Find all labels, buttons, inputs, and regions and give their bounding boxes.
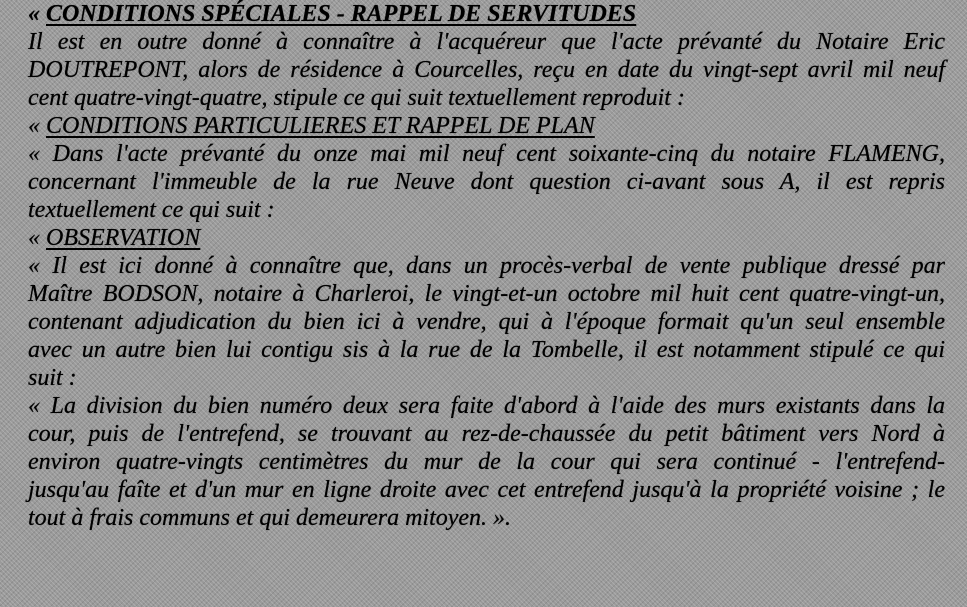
paragraph-line: jusqu'au faîte et d'un mur en ligne droite avec cet entrefend jusqu'à la propriété voisine ; le: [28, 477, 945, 503]
heading-conditions-particulieres: « CONDITIONS PARTICULIERES ET RAPPEL DE PLAN: [28, 113, 595, 139]
paragraph-line: cent quatre-vingt-quatre, stipule ce qui suit textuellement reproduit :: [28, 85, 685, 111]
paragraph-line: DOUTREPONT, alors de résidence à Courcelles, reçu en date du vingt-sept avril mil neuf: [28, 57, 945, 83]
paragraph-line: « Il est ici donné à connaître que, dans un procès-verbal de vente publique dressé par: [28, 253, 945, 279]
paragraph-line: contenant adjudication du bien ici à vendre, qui à l'époque formait qu'un seul ensemble: [28, 309, 945, 335]
paragraph-line: « La division du bien numéro deux sera faite d'abord à l'aide des murs existants dans la: [28, 393, 945, 419]
paragraph-line: suit :: [28, 365, 77, 391]
paragraph-line: textuellement ce qui suit :: [28, 197, 275, 223]
paragraph-line: concernant l'immeuble de la rue Neuve dont question ci-avant sous A, il est repris: [28, 169, 945, 195]
paragraph-line: cour, puis de l'entrefend, se trouvant au rez-de-chaussée du petit bâtiment vers Nord à: [28, 421, 945, 447]
paragraph-line: Il est en outre donné à connaître à l'acquéreur que l'acte prévanté du Notaire Eric: [28, 29, 945, 55]
paragraph-line: Maître BODSON, notaire à Charleroi, le vingt-et-un octobre mil huit cent quatre-vingt-un,: [28, 281, 945, 307]
paragraph-line: tout à frais communs et qui demeurera mitoyen. ».: [28, 505, 512, 531]
paragraph-line: avec un autre bien lui contigu sis à la rue de la Tombelle, il est notamment stipulé ce qui: [28, 337, 945, 363]
paragraph-line: « Dans l'acte prévanté du onze mai mil neuf cent soixante-cinq du notaire FLAMENG,: [28, 141, 945, 167]
heading-observation: « OBSERVATION: [28, 225, 201, 251]
paragraph-line: environ quatre-vingts centimètres du mur de la cour qui sera continué - l'entrefend-: [28, 449, 945, 475]
heading-conditions-speciales: « CONDITIONS SPÉCIALES - RAPPEL DE SERVITUDES: [28, 1, 637, 27]
